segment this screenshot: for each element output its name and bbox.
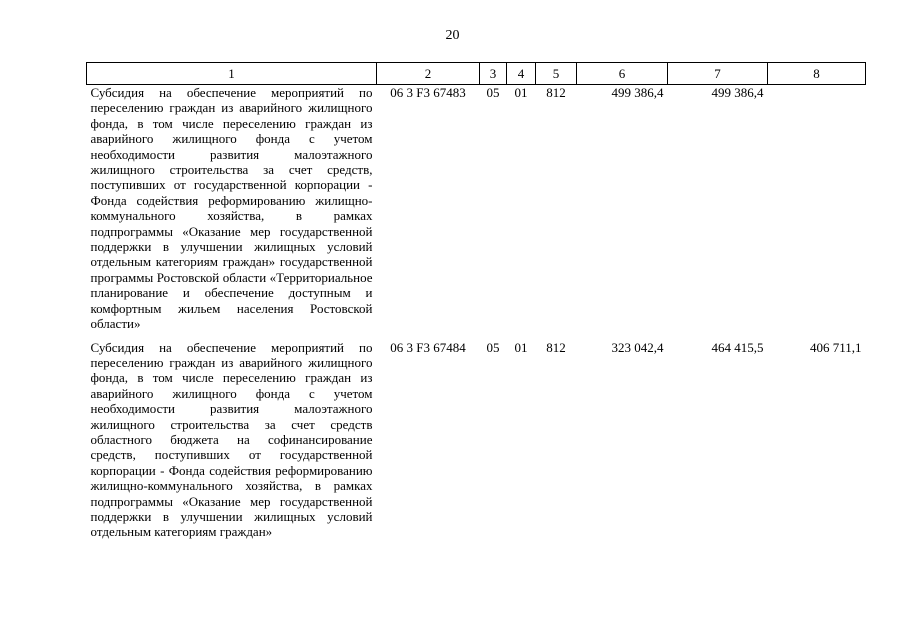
row-description: Субсидия на обеспечение мероприятий по переселению граждан из аварийного жилищного фонда, в том числе переселению граждан из аварийного жилищного фонда с учетом необходимости развития малоэтажного жилищного строительства за счет средств областного бюджета на софинансирование средств, поступивших от государственной корпорации - Фонда содействия реформированию жилищно-коммунального хозяйства, в рамках подпрограммы «Оказание мер государственной поддержки в улучшении жилищных условий отдельным категориям граждан»: [90, 339, 373, 540]
row-amount-6: 323 042,4: [611, 339, 664, 355]
budget-table: [86, 62, 866, 548]
row-target-code: 06 3 F3 67484: [390, 339, 466, 355]
column-header: 5: [536, 63, 577, 85]
row-amount-8: [768, 85, 866, 340]
row-amount-7: 464 415,5: [711, 339, 764, 355]
row-amount-8: 406 711,1: [809, 339, 862, 355]
row-subsection: 01: [514, 85, 528, 100]
row-target-code: 06 3 F3 67483: [390, 85, 466, 100]
column-header: 4: [507, 63, 536, 85]
row-expense-type: 812: [546, 85, 566, 100]
column-header: 8: [768, 63, 866, 85]
row-expense-type: 812: [546, 339, 566, 355]
row-section: 05: [486, 339, 500, 355]
page-number: 20: [445, 28, 460, 43]
row-amount-6: 499 386,4: [611, 85, 664, 100]
table-header-row: [87, 63, 866, 85]
row-subsection: 01: [514, 339, 528, 355]
table-row: [87, 85, 866, 340]
column-header: 6: [577, 63, 668, 85]
row-description: Субсидия на обеспечение мероприятий по переселению граждан из аварийного жилищного фонда, в том числе переселению граждан из аварийного жилищного фонда с учетом необходимости развития малоэтажного жилищного строительства за счет средств, поступивших от государственной корпорации - Фонда содействия реформированию жилищно-коммунального хозяйства, в рамках подпрограммы «Оказание мер государственной поддержки в улучшении жилищных условий отдельным категориям граждан» государственной программы Ростовской области «Территориальное планирование и обеспечение доступным и комфортным жильем населения Ростовской области»: [90, 85, 373, 332]
table-row: [87, 340, 866, 548]
column-header: 2: [377, 63, 480, 85]
column-header: 1: [87, 63, 377, 85]
column-header: 7: [668, 63, 768, 85]
row-section: 05: [486, 85, 500, 100]
row-amount-7: 499 386,4: [711, 85, 764, 100]
column-header: 3: [480, 63, 507, 85]
